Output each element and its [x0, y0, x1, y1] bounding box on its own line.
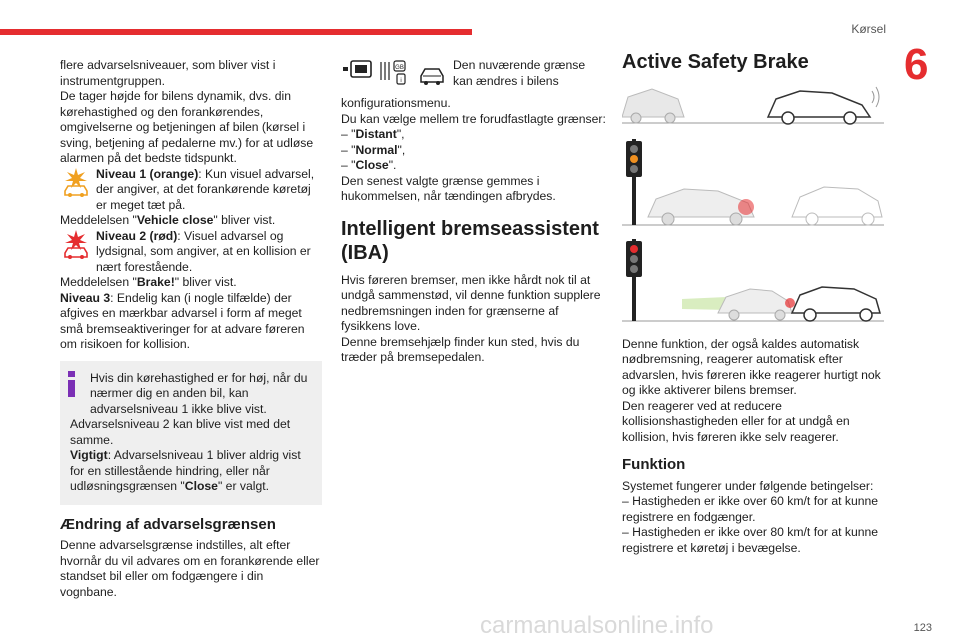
alert-car-red-icon	[60, 229, 92, 259]
alert-car-orange-icon	[60, 167, 92, 197]
paragraph: De tager højde for bilens dynamik, dvs. din kørehastighed og den forankørendes, omgivelserne og betjeningen af bilen (kørsel i sving, betjening af pedalerne mv.) for at udløse alarmen på det bedste tidspunkt.	[60, 89, 314, 165]
paragraph: Denne funktion, der også kaldes automatisk nødbremsning, reagerer automatisk efter advarslen, hvis føreren ikke reagerer hurtigt nok og ikke aktiverer bilens bremser.	[622, 336, 881, 397]
level-1-text: : Kun visuel advarsel, der angiver, at det forankørende køretøj er meget tæt på.	[96, 166, 315, 212]
section-title: Kørsel	[851, 22, 886, 36]
subheading: Funktion	[622, 456, 686, 473]
list-item: – "Close".	[341, 158, 397, 172]
level-1-message: Meddelelsen "Vehicle close" bliver vist.	[60, 213, 276, 227]
icon-caption: Den nuværende grænse kan ændres i bilens	[453, 58, 586, 88]
paragraph: Du kan vælge mellem tre forudfastlagte grænser:	[341, 111, 606, 126]
column-2	[341, 58, 607, 366]
svg-text:GB: GB	[395, 65, 404, 71]
level-2-message: Meddelelsen "Brake!" bliver vist.	[60, 275, 237, 289]
list-item: – "Normal",	[341, 142, 406, 157]
paragraph: Systemet fungerer under følgende betingelser:	[622, 478, 874, 493]
info-text: Vigtigt: Advarselsniveau 1 bliver aldrig vist for en stillestående hindring, eller når udløsningsgrænsen "Close" er valgt.	[70, 448, 301, 493]
page-number: 123	[913, 622, 932, 634]
info-text: Hvis din kørehastighed er for høj, når du nærmer dig en anden bil, kan advarselsniveau 1 ikke blive vist.	[90, 370, 308, 416]
heading-asb: Active Safety Brake	[622, 51, 809, 73]
warning-traffic-light-illustration	[622, 135, 884, 231]
subheading: Ændring af advarselsgrænsen	[60, 515, 276, 533]
svg-text:i: i	[400, 78, 402, 84]
header-accent-bar	[0, 29, 472, 35]
paragraph: konfigurationsmenu.	[341, 96, 451, 110]
chapter-number: 6	[904, 40, 929, 89]
level-2-label: Niveau 2 (rød)	[96, 228, 178, 243]
paragraph: flere advarselsniveauer, som bliver vist i instrumentgruppen.	[60, 58, 276, 88]
level-2-block	[60, 229, 322, 276]
column-3	[622, 51, 886, 556]
paragraph: Hvis føreren bremser, men ikke hårdt nok til at undgå sammenstød, vil denne funktion supplere nedbremsningen inden for grænserne af fysikkens love.	[341, 272, 601, 333]
paragraph: Den reagerer ved at reducere kollisionshastigheden eller for at undgå en kollision, hvis føreren ikke selv reagerer.	[622, 398, 850, 444]
heading-iba: Intelligent bremseassistent (IBA)	[341, 217, 599, 264]
paragraph: Denne advarselsgrænse indstilles, alt efter hvornår du vil advares om en forankørende eller standset bil eller om fodgængere i din vognbane.	[60, 538, 320, 599]
info-box	[60, 361, 322, 505]
level-2-text: : Visuel advarsel og lydsignal, som angiver, at en kollision er nært forestående.	[96, 228, 311, 274]
info-text: Advarselsniveau 2 kan blive vist med det samme.	[70, 417, 291, 447]
watermark: carmanualsonline.info	[480, 612, 714, 639]
settings-icons-row	[341, 58, 607, 96]
braking-traffic-light-illustration	[622, 237, 884, 327]
column-1	[60, 58, 322, 600]
moving-cars-illustration	[622, 77, 884, 129]
list-item: – Hastigheden er ikke over 80 km/t for at kunne registrere et køretøj i bevægelse.	[622, 525, 879, 555]
level-1-block	[60, 167, 322, 214]
settings-touchscreen-icon	[341, 58, 449, 90]
list-item: – Hastigheden er ikke over 60 km/t for at kunne registrere en fodgænger.	[622, 494, 879, 524]
level-3-text: Niveau 3: Endelig kan (i nogle tilfælde) der afgives en mærkbar advarsel i form af meget små bremseaktiveringer for at advare føreren om risikoen for kollision.	[60, 290, 305, 351]
info-icon	[68, 371, 75, 397]
paragraph: Den senest valgte grænse gemmes i hukommelsen, når tændingen afbrydes.	[341, 173, 556, 203]
level-1-label: Niveau 1 (orange)	[96, 166, 199, 181]
paragraph: Denne bremsehjælp finder kun sted, hvis du træder på bremsepedalen.	[341, 334, 580, 364]
list-item: – "Distant",	[341, 127, 405, 141]
